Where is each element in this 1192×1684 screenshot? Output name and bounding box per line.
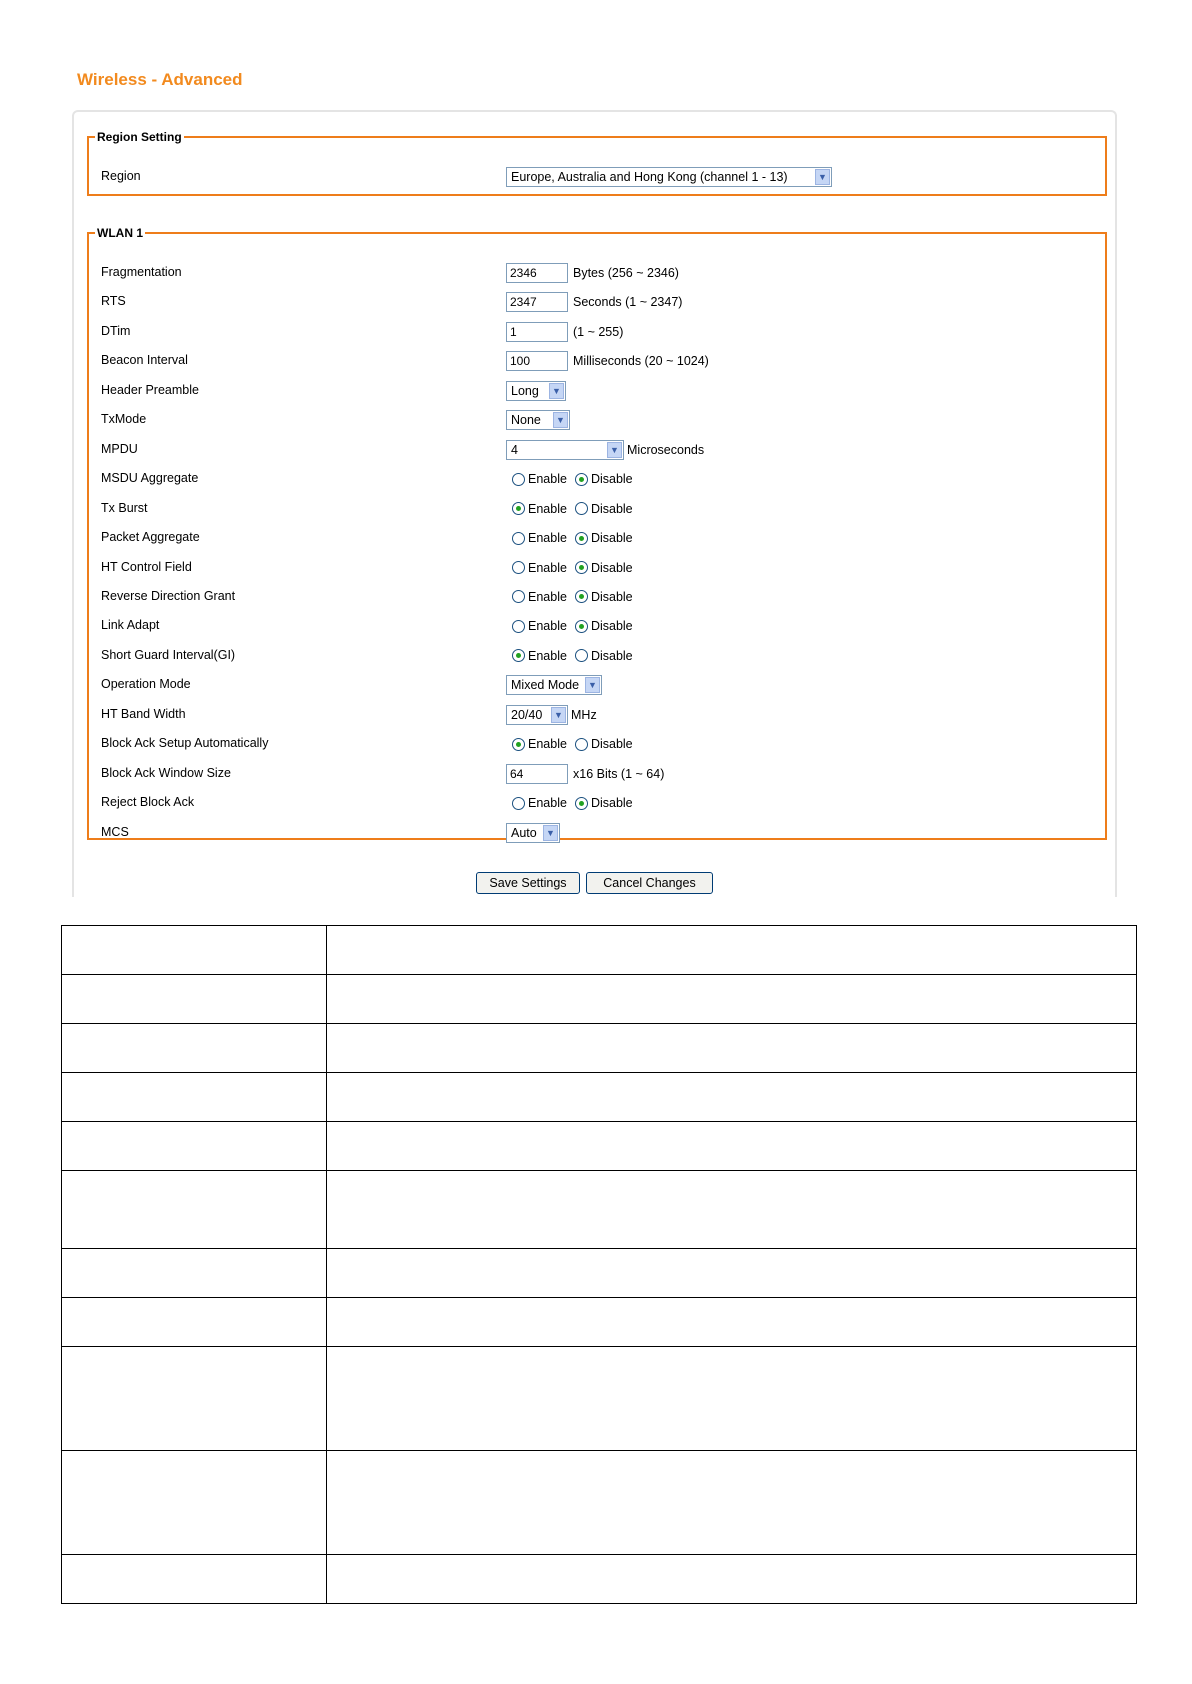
setting-row-opmode [101, 672, 1105, 698]
setting-label: Packet Aggregate [101, 530, 200, 545]
setting-label: Block Ack Setup Automatically [101, 736, 269, 751]
setting-label: Reject Block Ack [101, 795, 195, 810]
setting-label: Beacon Interval [101, 353, 188, 368]
txmode-select[interactable] [506, 410, 570, 430]
setting-row-msdu [101, 466, 1105, 492]
radio-label: Disable [590, 796, 633, 811]
setting-row-rts [101, 289, 1105, 315]
radio-label: Enable [528, 648, 567, 663]
setting-row-reject-blockack [101, 790, 1105, 816]
radio-label: Enable [528, 560, 567, 575]
setting-row-blockack-win [101, 761, 1105, 787]
radio-label: Disable [590, 619, 633, 634]
table-row [62, 1249, 1137, 1298]
setting-label: HT Band Width [101, 706, 186, 721]
sgi-disable-radio[interactable] [575, 649, 633, 663]
radio-button-icon[interactable] [512, 590, 525, 603]
radio-button-icon[interactable] [512, 561, 525, 574]
blockack-auto-enable-radio[interactable] [512, 737, 567, 751]
setting-label: Fragmentation [101, 265, 182, 279]
radio-button-icon[interactable] [512, 473, 525, 486]
table-cell-description [327, 1171, 1137, 1249]
radio-button-icon[interactable] [575, 797, 588, 810]
setting-label: Short Guard Interval(GI) [101, 647, 236, 662]
table-cell-description [327, 1298, 1137, 1347]
setting-label: Link Adapt [101, 618, 160, 633]
table-row [62, 1073, 1137, 1122]
setting-row-txmode [101, 407, 1105, 433]
table-cell-description [327, 1122, 1137, 1171]
rdg-enable-radio[interactable] [512, 590, 567, 604]
chevron-down-icon[interactable]: ▼ [549, 383, 564, 399]
rdg-disable-radio[interactable] [575, 590, 633, 604]
radio-label: Disable [590, 648, 633, 663]
table-cell-description [327, 1451, 1137, 1555]
radio-label: Disable [590, 589, 633, 604]
table-cell-term [62, 926, 327, 975]
setting-label: HT Control Field [101, 559, 192, 574]
radio-button-icon[interactable] [512, 620, 525, 633]
table-row [62, 1024, 1137, 1073]
select-value: 4 [511, 442, 518, 457]
txburst-enable-radio[interactable] [512, 502, 567, 516]
setting-row-preamble [101, 378, 1105, 404]
radio-button-icon[interactable] [575, 532, 588, 545]
region-row [101, 164, 1105, 190]
radio-label: Enable [528, 531, 567, 546]
table-row [62, 1122, 1137, 1171]
region-setting-group [87, 130, 1107, 196]
htbw-select[interactable] [506, 705, 568, 725]
radio-button-icon[interactable] [575, 590, 588, 603]
region-label: Region [101, 169, 141, 183]
linkadapt-disable-radio[interactable] [575, 619, 633, 633]
table-cell-term [62, 975, 327, 1024]
table-cell-term [62, 1024, 327, 1073]
radio-button-icon[interactable] [512, 738, 525, 751]
radio-label: Disable [590, 531, 633, 546]
setting-row-blockack-auto [101, 731, 1105, 757]
reject-blockack-disable-radio[interactable] [575, 796, 633, 810]
radio-button-icon[interactable] [512, 532, 525, 545]
radio-label: Enable [528, 472, 567, 487]
chevron-down-icon[interactable]: ▼ [585, 677, 600, 693]
table-row [62, 975, 1137, 1024]
table-row [62, 926, 1137, 975]
radio-label: Enable [528, 737, 567, 752]
description-table [61, 925, 1137, 1604]
unit-hint: Bytes (256 ~ 2346) [573, 266, 679, 280]
mpdu-select[interactable] [506, 440, 624, 460]
setting-row-htcontrol [101, 555, 1105, 581]
radio-label: Enable [528, 796, 567, 811]
unit-hint: MHz [571, 707, 597, 722]
setting-row-fragmentation [101, 260, 1105, 286]
linkadapt-enable-radio[interactable] [512, 619, 567, 633]
radio-label: Enable [528, 501, 567, 516]
select-value: Long [511, 383, 539, 398]
blockack-win-input[interactable]: 64 [506, 764, 568, 784]
mcs-select[interactable] [506, 823, 560, 843]
unit-hint: Milliseconds (20 ~ 1024) [573, 354, 709, 369]
setting-row-rdg [101, 584, 1105, 610]
table-cell-term [62, 1347, 327, 1451]
region-select-value: Europe, Australia and Hong Kong (channel 1 - 13) [511, 170, 788, 184]
msdu-disable-radio[interactable] [575, 472, 633, 486]
chevron-down-icon[interactable]: ▼ [553, 412, 568, 428]
setting-label: RTS [101, 294, 126, 309]
table-cell-term [62, 1171, 327, 1249]
table-cell-term [62, 1073, 327, 1122]
table-cell-term [62, 1451, 327, 1555]
beacon-input[interactable]: 100 [506, 351, 568, 371]
table-row [62, 1555, 1137, 1604]
setting-label: MCS [101, 824, 129, 839]
page-title: Wireless - Advanced [77, 70, 243, 89]
unit-hint: Seconds (1 ~ 2347) [573, 295, 683, 310]
radio-label: Disable [590, 737, 633, 752]
msdu-enable-radio[interactable] [512, 472, 567, 486]
select-value: Auto [511, 825, 537, 840]
setting-row-linkadapt [101, 613, 1105, 639]
setting-label: MSDU Aggregate [101, 471, 199, 486]
opmode-select[interactable] [506, 675, 602, 695]
select-value: 20/40 [511, 707, 543, 722]
table-row [62, 1451, 1137, 1555]
radio-label: Enable [528, 619, 567, 634]
wlan-legend: WLAN 1 [97, 226, 143, 240]
table-cell-description [327, 975, 1137, 1024]
table-cell-term [62, 1555, 327, 1604]
radio-button-icon[interactable] [575, 473, 588, 486]
table-cell-description [327, 1555, 1137, 1604]
radio-button-icon[interactable] [575, 738, 588, 751]
preamble-select[interactable] [506, 381, 566, 401]
setting-row-packet [101, 525, 1105, 551]
blockack-auto-disable-radio[interactable] [575, 737, 633, 751]
region-select[interactable] [506, 167, 832, 187]
fragmentation-input[interactable]: 2346 [506, 263, 568, 283]
radio-label: Enable [528, 589, 567, 604]
htcontrol-enable-radio[interactable] [512, 561, 567, 575]
chevron-down-icon[interactable]: ▼ [607, 442, 622, 458]
unit-hint: Microseconds [627, 442, 705, 457]
radio-button-icon[interactable] [512, 797, 525, 810]
table-cell-description [327, 1024, 1137, 1073]
table-row [62, 1298, 1137, 1347]
radio-label: Disable [590, 560, 633, 575]
setting-label: TxMode [101, 412, 147, 427]
setting-label: Tx Burst [101, 500, 148, 515]
rts-input[interactable]: 2347 [506, 292, 568, 312]
table-cell-term [62, 1298, 327, 1347]
chevron-down-icon[interactable]: ▼ [551, 707, 566, 723]
chevron-down-icon[interactable]: ▼ [543, 825, 558, 841]
table-row [62, 1347, 1137, 1451]
packet-disable-radio[interactable] [575, 531, 633, 545]
setting-row-mcs [101, 820, 1105, 846]
settings-panel [72, 110, 1117, 897]
dtim-input[interactable]: 1 [506, 322, 568, 342]
table-cell-term [62, 1249, 327, 1298]
unit-hint: x16 Bits (1 ~ 64) [573, 766, 665, 781]
setting-row-beacon [101, 348, 1105, 374]
radio-label: Disable [590, 501, 633, 516]
table-cell-description [327, 1347, 1137, 1451]
chevron-down-icon[interactable]: ▼ [815, 169, 830, 185]
wlan-group [87, 226, 1107, 840]
table-cell-term [62, 1122, 327, 1171]
setting-label: DTim [101, 323, 131, 338]
setting-row-sgi [101, 643, 1105, 669]
setting-label: Reverse Direction Grant [101, 588, 236, 603]
txburst-disable-radio[interactable] [575, 502, 633, 516]
setting-row-dtim [101, 319, 1105, 345]
radio-button-icon[interactable] [575, 620, 588, 633]
select-value: Mixed Mode [511, 678, 580, 693]
radio-button-icon[interactable] [512, 649, 525, 662]
setting-label: Header Preamble [101, 382, 199, 397]
radio-label: Disable [590, 472, 633, 487]
setting-row-txburst [101, 496, 1105, 522]
region-setting-legend: Region Setting [97, 130, 182, 144]
sgi-enable-radio[interactable] [512, 649, 567, 663]
unit-hint: (1 ~ 255) [573, 324, 624, 339]
radio-button-icon[interactable] [512, 502, 525, 515]
radio-button-icon[interactable] [575, 649, 588, 662]
setting-row-htbw [101, 702, 1105, 728]
radio-button-icon[interactable] [575, 502, 588, 515]
radio-button-icon[interactable] [575, 561, 588, 574]
button-bar [74, 872, 1115, 894]
setting-label: Block Ack Window Size [101, 765, 231, 780]
save-settings-button[interactable]: Save Settings [476, 872, 580, 894]
table-cell-description [327, 1249, 1137, 1298]
setting-label: Operation Mode [101, 677, 191, 692]
htcontrol-disable-radio[interactable] [575, 561, 633, 575]
setting-row-mpdu [101, 437, 1105, 463]
packet-enable-radio[interactable] [512, 531, 567, 545]
setting-label: MPDU [101, 441, 138, 456]
select-value: None [511, 413, 541, 428]
table-cell-description [327, 926, 1137, 975]
table-cell-description [327, 1073, 1137, 1122]
cancel-changes-button[interactable]: Cancel Changes [586, 872, 713, 894]
reject-blockack-enable-radio[interactable] [512, 796, 567, 810]
table-row [62, 1171, 1137, 1249]
